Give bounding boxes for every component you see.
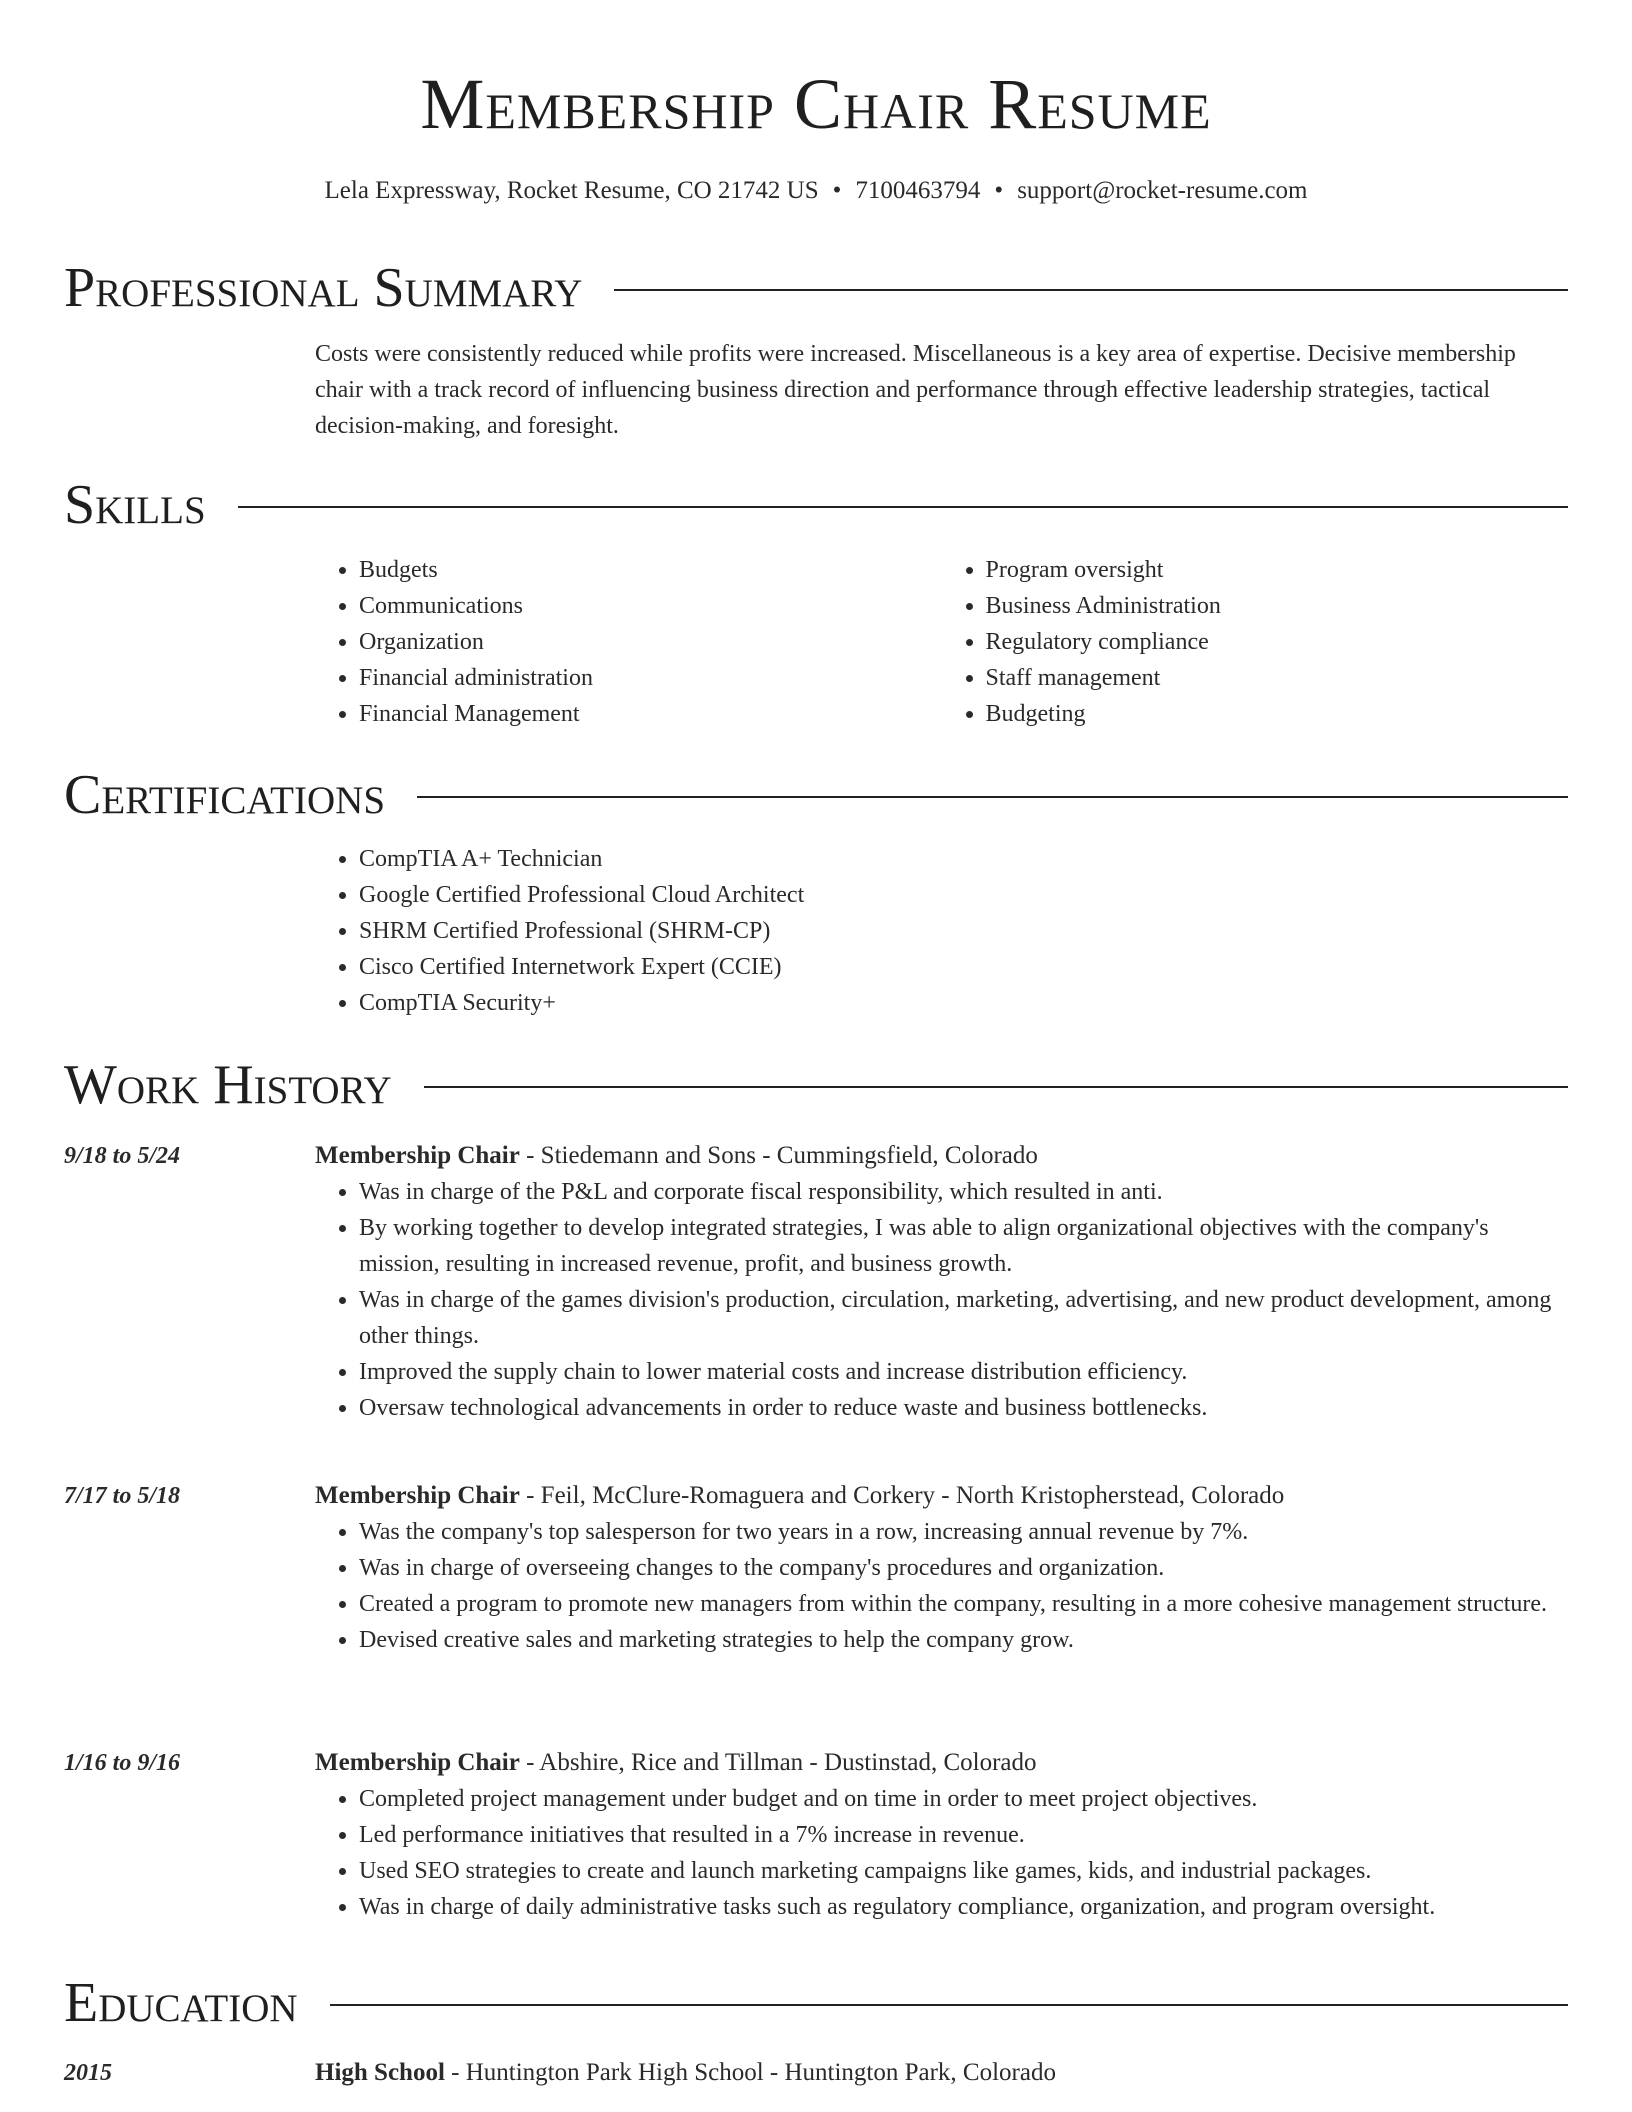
section-heading-certifications	[64, 760, 1568, 830]
section-title: Skills	[64, 474, 206, 536]
job-title-line	[315, 1745, 1568, 1781]
contact-address: Lela Expressway, Rocket Resume, CO 21742 US	[324, 177, 819, 204]
job-entry	[315, 1138, 1568, 1426]
job-bullet: • By working together to develop integrated strategies, I was able to align organizational objectives with the company's mission, resulting in increased revenue, profit, and business growth.	[359, 1210, 1568, 1282]
resume-title: Membership Chair Resume	[420, 64, 1212, 144]
certification-item: • CompTIA A+ Technician	[359, 841, 1568, 877]
education-school: - Huntington Park High School - Huntington Park, Colorado	[444, 2059, 1056, 2086]
section-divider	[614, 289, 1568, 291]
job-bullet: • Was in charge of overseeing changes to the company's procedures and organization.	[359, 1550, 1568, 1586]
section-title: Work History	[64, 1054, 392, 1116]
job-entry	[315, 1478, 1568, 1658]
job-bullet: • Was in charge of the games division's production, circulation, marketing, advertising, and new product development, among other things.	[359, 1282, 1568, 1354]
job-bullet: • Oversaw technological advancements in order to reduce waste and business bottlenecks.	[359, 1390, 1568, 1426]
contact-separator: •	[832, 177, 842, 204]
certifications-block	[315, 841, 1568, 1021]
job-bullets	[315, 1514, 1568, 1658]
job-dates: 1/16 to 9/16	[64, 1750, 181, 1776]
skill-item: • Budgets	[359, 552, 942, 588]
job-bullet: • Led performance initiatives that resulted in a 7% increase in revenue.	[359, 1817, 1568, 1853]
contact-phone: 7100463794	[855, 177, 981, 204]
section-heading-summary	[64, 253, 1568, 323]
skills-list-right	[942, 552, 1569, 732]
education-entry	[315, 2055, 1568, 2091]
job-bullet: • Used SEO strategies to create and launch marketing campaigns like games, kids, and industrial packages.	[359, 1853, 1568, 1889]
contact-separator: •	[994, 177, 1004, 204]
certification-item: • Cisco Certified Internetwork Expert (CCIE)	[359, 949, 1568, 985]
certification-item: • CompTIA Security+	[359, 985, 1568, 1021]
job-title-line	[315, 1478, 1568, 1514]
section-heading-work-history	[64, 1050, 1568, 1120]
job-bullet: • Was the company's top salesperson for two years in a row, increasing annual revenue by 7%.	[359, 1514, 1568, 1550]
skill-item: • Program oversight	[986, 552, 1569, 588]
contact-line	[0, 175, 1632, 207]
skill-item: • Financial Management	[359, 696, 942, 732]
job-bullets	[315, 1781, 1568, 1925]
job-bullets	[315, 1174, 1568, 1426]
contact-email[interactable]: support@rocket-resume.com	[1017, 177, 1308, 204]
skill-item: • Business Administration	[986, 588, 1569, 624]
summary-text: Costs were consistently reduced while profits were increased. Miscellaneous is a key area of expertise. Decisive membership chair with a track record of influencing business direction and performance through effective leadership strategies, tactical decision-making, and foresight.	[315, 341, 1516, 439]
job-dates: 9/18 to 5/24	[64, 1143, 181, 1169]
job-bullet: • Improved the supply chain to lower material costs and increase distribution efficiency.	[359, 1354, 1568, 1390]
skill-item: • Organization	[359, 624, 942, 660]
job-employer: - Feil, McClure-Romaguera and Corkery - North Kristopherstead, Colorado	[519, 1482, 1285, 1509]
skill-item: • Budgeting	[986, 696, 1569, 732]
section-divider	[330, 2004, 1568, 2006]
skill-item: • Financial administration	[359, 660, 942, 696]
job-bullet: • Was in charge of daily administrative tasks such as regulatory compliance, organization, and program oversight.	[359, 1889, 1568, 1925]
section-heading-education	[64, 1968, 1568, 2038]
job-dates: 7/17 to 5/18	[64, 1483, 181, 1509]
section-title: Certifications	[64, 764, 386, 826]
job-employer: - Stiedemann and Sons - Cummingsfield, Colorado	[519, 1142, 1038, 1169]
section-heading-skills	[64, 470, 1568, 540]
job-title-line	[315, 1138, 1568, 1174]
skills-grid	[315, 552, 1568, 732]
job-bullet: • Was in charge of the P&L and corporate fiscal responsibility, which resulted in anti.	[359, 1174, 1568, 1210]
job-role: Membership Chair	[315, 1749, 520, 1776]
certifications-list	[315, 841, 1568, 1021]
certification-item: • SHRM Certified Professional (SHRM-CP)	[359, 913, 1568, 949]
skill-item: • Staff management	[986, 660, 1569, 696]
section-divider	[238, 506, 1568, 508]
job-role: Membership Chair	[315, 1482, 520, 1509]
job-bullet: • Devised creative sales and marketing strategies to help the company grow.	[359, 1622, 1568, 1658]
section-title: Education	[64, 1972, 298, 2034]
section-divider	[417, 796, 1568, 798]
section-title: Professional Summary	[64, 257, 583, 319]
job-role: Membership Chair	[315, 1142, 520, 1169]
skill-item: • Regulatory compliance	[986, 624, 1569, 660]
skill-item: • Communications	[359, 588, 942, 624]
certification-item: • Google Certified Professional Cloud Architect	[359, 877, 1568, 913]
education-degree: High School	[315, 2059, 445, 2086]
section-divider	[424, 1086, 1568, 1088]
job-employer: - Abshire, Rice and Tillman - Dustinstad, Colorado	[519, 1749, 1037, 1776]
job-entry	[315, 1745, 1568, 1925]
job-bullet: • Created a program to promote new managers from within the company, resulting in a more cohesive management structure.	[359, 1586, 1568, 1622]
education-year: 2015	[64, 2060, 112, 2086]
job-bullet: • Completed project management under budget and on time in order to meet project objectives.	[359, 1781, 1568, 1817]
skills-list-left	[315, 552, 942, 732]
education-line	[315, 2055, 1568, 2091]
